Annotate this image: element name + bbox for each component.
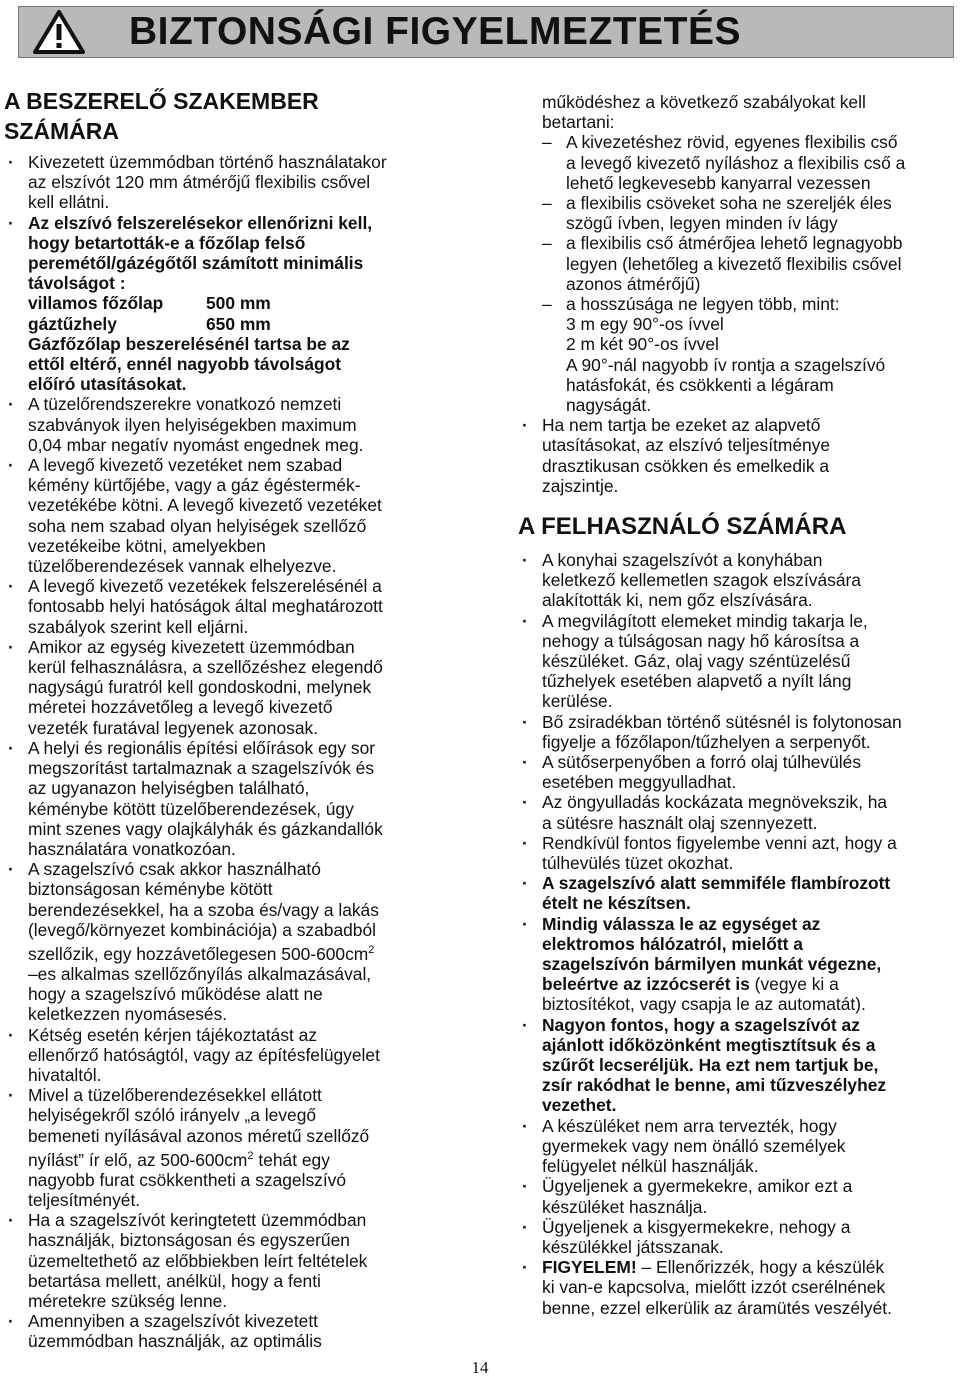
list-item: · A helyi és regionális építési előírások egy sor megszorítást tartalmaznak a szagelszívók és az ugyanazon helyiségben található, kéménybe kötött tüzelőberendezések, úgy mint szenes vagy olajkályhák és gázkandallók használatára vonatkozóan.: [4, 738, 444, 859]
list-item: · Kivezetett üzemmódban történő használatakor az elszívót 120 mm átmérőjű flexibilis csővel kell ellátni.: [4, 152, 444, 213]
rule-item: – a flexibilis cső átmérőjea lehető legnagyobb legyen (lehetőleg a kivezető flexibilis csővel azonos átmérőjű): [518, 233, 958, 294]
list-item: · Bő zsiradékban történő sütésnél is folytonosan figyelje a főzőlapon/tűzhelyen a serpenyőt.: [518, 712, 958, 752]
page-number: 14: [471, 1358, 489, 1377]
list-item: · A tüzelőrendszerekre vonatkozó nemzeti szabványok ilyen helyiségekben maximum 0,04 mbar negatív nyomást engednek meg.: [4, 394, 444, 455]
user-heading: A FELHASZNÁLÓ SZÁMÁRA: [518, 513, 847, 540]
list-item: · Az öngyulladás kockázata megnövekszik, ha a sütésre használt olaj szennyezett.: [518, 792, 958, 832]
user-list: [518, 550, 958, 1318]
list-item: · Ha a szagelszívót keringtetett üzemmódban használják, biztonságosan és egyszerűen üzemeltethető az előbbiekben leírt feltételek betartása mellett, anélkül, hogy a fenti méretekre szükség lenne.: [4, 1210, 444, 1311]
list-item: · A levegő kivezető vezetékek felszerelésénél a fontosabb helyi hatóságok által meghatározott szabályok szerint kell eljárni.: [4, 576, 444, 637]
rule-item: – a hosszúsága ne legyen több, mint: 3 m egy 90°-os ívvel 2 m két 90°-os ívvel A 90°-nál nagyobb ív rontja a szagelszívó hatásfokát, és csökkenti a légáram nagyságát.: [518, 294, 958, 415]
page-header: [18, 6, 954, 58]
list-item: · A levegő kivezető vezetéket nem szabad kémény kürtőjébe, vagy a gáz égéstermék- vezetékébe kötni. A levegő kivezető vezetéket soha nem szabad olyan helyiségek szellőző vezetékeibe kötni, amelyekben tüzelőberendezések vannak elhelyezve.: [4, 455, 444, 576]
list-item: · A sütőserpenyőben a forró olaj túlhevülés esetében meggyulladhat.: [518, 752, 958, 792]
list-item: · Nagyon fontos, hogy a szagelszívót az ajánlott időközönként megtisztítsuk és a szűrőt lecseréljük. Ha ezt nem tartjuk be, zsír rakódhat le benne, ami tűzveszélyhez vezethet.: [518, 1015, 958, 1116]
rule-item: – A kivezetéshez rövid, egyenes flexibilis cső a levegő kivezető nyíláshoz a flexibilis cső a lehető legkevesebb kanyarral vezessen: [518, 132, 958, 193]
list-item: · A szagelszívó alatt semmiféle flambírozott ételt ne készítsen.: [518, 873, 958, 913]
list-item: · A készüléket nem arra tervezték, hogy gyermekek vagy nem önálló személyek felügyelet nélkül használják.: [518, 1116, 958, 1177]
list-item: · Amikor az egység kivezetett üzemmódban kerül felhasználásra, a szellőzéshez elegendő nagyságú furatról kell gondoskodni, melynek méretei hozzávetőleg a levegő kivezető vezeték furatával legyenek azonosak.: [4, 637, 444, 738]
installer-heading: A BESZERELŐ SZAKEMBER SZÁMÁRA: [4, 88, 319, 144]
installer-list: [4, 152, 444, 1352]
page-title: BIZTONSÁGI FIGYELMEZTETÉS: [129, 10, 741, 53]
list-item: · FIGYELEM! – Ellenőrizzék, hogy a készülék ki van-e kapcsolva, mielőtt izzót cserélnének benne, ezzel elkerülik az áramütés veszélyét.: [518, 1257, 958, 1318]
rule-item: – a flexibilis csöveket soha ne szereljék éles szögű ívben, legyen minden ív lágy: [518, 193, 958, 233]
list-item: · Mindig válassza le az egységet az elektromos hálózatról, mielőtt a szagelszívón bármilyen munkát végezne, beleértve az izzócserét is (vegye ki a biztosítékot, vagy csapja le az automatát).: [518, 914, 958, 1015]
list-item: · Ügyeljenek a kisgyermekekre, nehogy a készülékkel játsszanak.: [518, 1217, 958, 1257]
list-item: · A szagelszívó csak akkor használható biztonságosan kéménybe kötött berendezésekkel, ha a szoba és/vagy a lakás (levegő/környezet kombinációja) a szabadból szellőzik, egy hozzávetőlegesen $500-600cm^2$ –es alkalmas szellőzőnyílás alkalmazásával, hogy a szagelszívó működése alatt ne keletkezzen nyomásesés.: [4, 859, 444, 1024]
list-item: · Az elszívó felszerelésekor ellenőrizni kell, hogy betartották-e a főzőlap felső peremétől/gázégőtől számított minimális távolságot : villamos főzőlap 500 mm gáztűzhely 650 mm Gázfőzőlap beszerelésénél tartsa be az ettől eltérő, ennél nagyobb távolságot előíró utasításokat.: [4, 213, 444, 395]
warning-triangle-icon: [19, 6, 99, 58]
distance-row: gáztűzhely 650 mm: [28, 313, 271, 334]
list-item: · Kétség esetén kérjen tájékoztatást az ellenőrző hatóságtól, vagy az építésfelügyelet hivataltól.: [4, 1025, 444, 1086]
list-item: · Ha nem tartja be ezeket az alapvető utasításokat, az elszívó teljesítménye drasztikusan csökken és emelkedik a zajszintje.: [518, 415, 958, 496]
distance-row: villamos főzőlap 500 mm: [28, 293, 271, 314]
list-item: · Amennyiben a szagelszívót kivezetett üzemmódban használják, az optimális: [4, 1311, 444, 1351]
list-item: · Rendkívül fontos figyelembe venni azt, hogy a túlhevülés tüzet okozhat.: [518, 833, 958, 873]
continued-text: működéshez a következő szabályokat kell betartani:: [542, 92, 866, 133]
list-item: · Ügyeljenek a gyermekekre, amikor ezt a készüléket használja.: [518, 1176, 958, 1216]
installer-list-continued: [518, 92, 958, 496]
list-item: · Mivel a tüzelőberendezésekkel ellátott helyiségekről szóló irányelv „a levegő bemeneti nyílásával azonos méretű szellőző nyílást” ír elő, az $500-600cm^2$ tehát egy nagyobb furat csökkentheti a szagelszívó teljesítményét.: [4, 1085, 444, 1210]
list-item: · A konyhai szagelszívót a konyhában keletkező kellemetlen szagok elszívására alakították ki, nem gőz elszívására.: [518, 550, 958, 611]
list-item: · A megvilágított elemeket mindig takarja le, nehogy a túlságosan nagy hő károsítsa a készüléket. Gáz, olaj vagy széntüzelésű tűzhelyek esetében alapvető a nyílt láng kerülése.: [518, 611, 958, 712]
